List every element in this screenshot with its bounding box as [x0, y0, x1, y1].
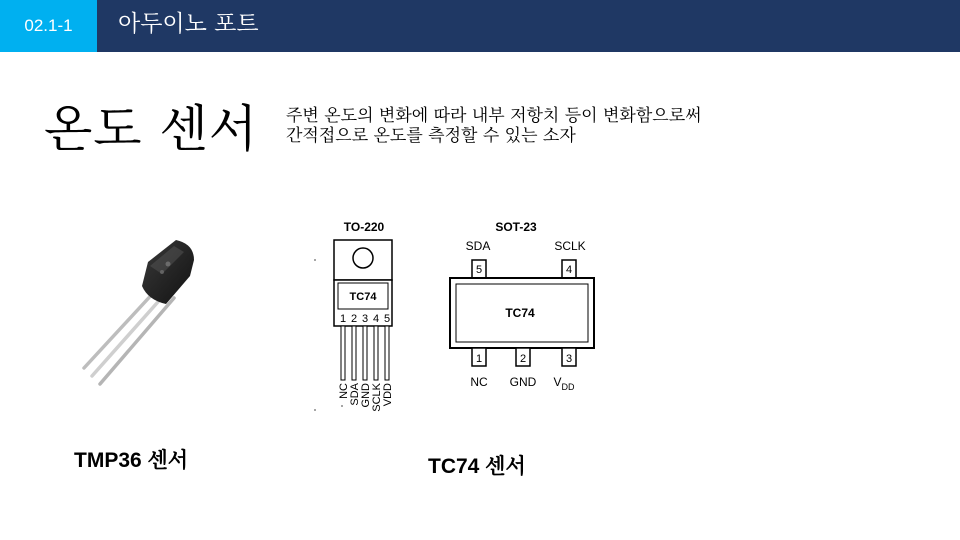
- description-line-2: 간적접으로 온도를 측정할 수 있는 소자: [286, 126, 576, 146]
- to220-pin-name: NC: [338, 383, 350, 399]
- to220-mounting-hole: [353, 248, 373, 268]
- description-line-1: 주변 온도의 변화에 따라 내부 저항치 등이 변화함으로써: [286, 106, 702, 126]
- slide-description: [286, 106, 806, 146]
- to220-pin-name: SDA: [349, 383, 361, 406]
- sot23-pin-number: 5: [475, 264, 483, 276]
- tmp36-caption: TMP36 센서: [74, 449, 189, 472]
- to220-pin-number: 1: [339, 313, 347, 325]
- section-number: 02.1-1: [0, 0, 97, 52]
- tmp36-photo: [70, 230, 210, 390]
- to220-chip-label: TC74: [349, 291, 377, 303]
- to220-pin-names: [338, 382, 394, 411]
- to220-pin-name: SCLK: [371, 383, 383, 412]
- sot23-pin-name: NC: [470, 375, 488, 389]
- sot23-pin-name: GND: [509, 375, 537, 389]
- to220-package-label: TO-220: [343, 220, 385, 234]
- to220-pin-number: 3: [361, 313, 369, 325]
- slide-title: 온도 센서: [44, 100, 259, 158]
- sot23-chip-label: TC74: [505, 306, 535, 320]
- tc74-pinout-diagram: [300, 214, 620, 424]
- to220-pin-name: VDD: [382, 383, 394, 407]
- header-bar: [0, 0, 960, 52]
- sot23-pin-name-vdd: [553, 375, 575, 392]
- sot23-pin-number: 4: [565, 264, 573, 276]
- sot23-package-label: SOT-23: [495, 220, 537, 234]
- sot23-pin-number: 2: [519, 353, 527, 365]
- to220-pin-number: 4: [372, 313, 380, 325]
- to220-pin-number: 5: [383, 313, 391, 325]
- sot23-pin-number: 1: [475, 353, 483, 365]
- sot23-pin-name: SCLK: [554, 239, 586, 253]
- sot23-pin-name: SDA: [465, 239, 491, 253]
- tc74-caption: TC74 센서: [428, 455, 526, 478]
- to220-pin-number: 2: [350, 313, 358, 325]
- vdd-main: V: [553, 375, 562, 389]
- vdd-subscript: DD: [561, 382, 575, 392]
- header-title: 아두이노 포트: [118, 11, 259, 37]
- sot23-pin-number: 3: [565, 353, 573, 365]
- to220-pin-name: GND: [360, 383, 372, 408]
- to220-leads: [341, 326, 389, 380]
